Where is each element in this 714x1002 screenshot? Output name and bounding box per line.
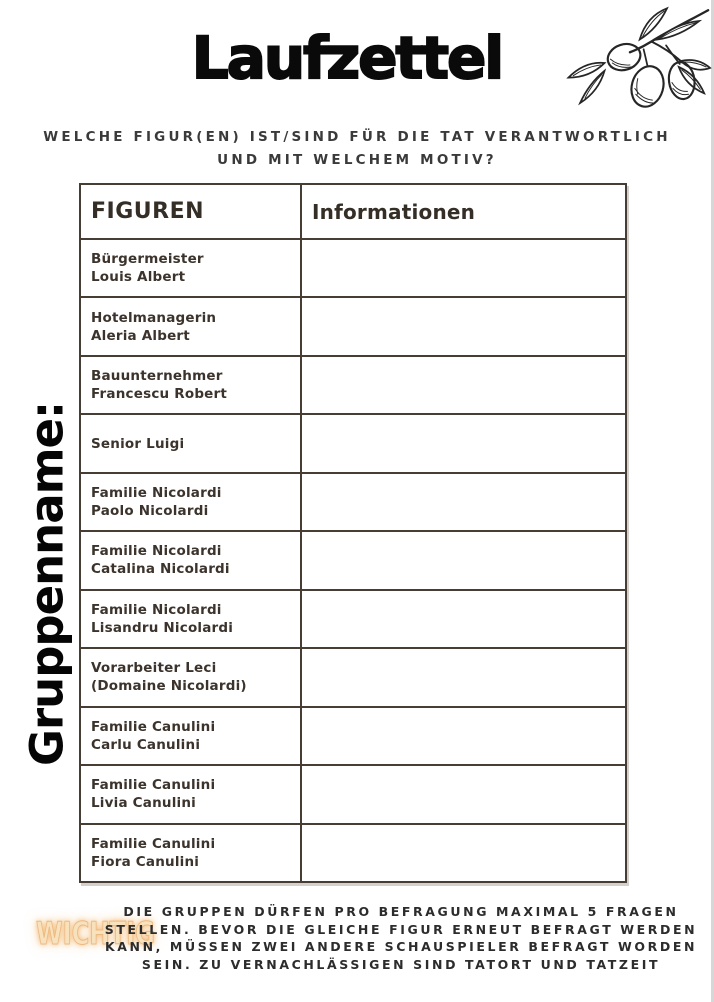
information-cell — [301, 414, 626, 472]
figure-name-line1: Bauunternehmer — [91, 368, 223, 385]
figure-name-line1: Familie Nicolardi — [91, 601, 222, 618]
information-cell — [301, 356, 626, 414]
figure-cell — [80, 824, 301, 882]
table-row — [80, 590, 626, 648]
figure-name-line1: Senior Luigi — [91, 435, 185, 452]
figure-name-line1: Familie Canulini — [91, 777, 216, 794]
table-row — [80, 531, 626, 589]
table-row — [80, 356, 626, 414]
information-cell — [301, 297, 626, 355]
figure-cell — [80, 356, 301, 414]
information-cell — [301, 648, 626, 706]
figure-name-line2: Louis Albert — [91, 269, 186, 286]
figure-name-line2: Livia Canulini — [91, 795, 196, 812]
table-row — [80, 765, 626, 823]
information-cell — [301, 590, 626, 648]
figure-cell — [80, 473, 301, 531]
information-cell — [301, 824, 626, 882]
group-name-label: Gruppenname: — [20, 402, 74, 766]
figure-name-line2: Catalina Nicolardi — [91, 561, 230, 578]
information-cell — [301, 531, 626, 589]
figure-name-line2: Francescu Robert — [91, 386, 228, 403]
figure-cell — [80, 707, 301, 765]
figure-cell — [80, 590, 301, 648]
table-row — [80, 473, 626, 531]
figure-name-line1: Familie Nicolardi — [91, 543, 222, 560]
subtitle-line-2: UND MIT WELCHEM MOTIV? — [217, 152, 497, 168]
footer-note-line: DIE GRUPPEN DÜRFEN PRO BEFRAGUNG MAXIMAL 5 FRAGEN — [123, 904, 679, 919]
figure-name-line1: Hotelmanagerin — [91, 309, 217, 326]
figure-name-line2: Carlu Canulini — [91, 736, 201, 753]
footer-note-line: KANN, MÜSSEN ZWEI ANDERE SCHAUSPIELER BEFRAGT WORDEN — [104, 939, 698, 954]
figure-cell — [80, 297, 301, 355]
page-title: Laufzettel — [191, 24, 503, 92]
figure-cell — [80, 414, 301, 472]
figure-cell — [80, 239, 301, 297]
figures-table — [79, 183, 627, 883]
figure-name-line2: Lisandru Nicolardi — [91, 619, 234, 636]
subtitle-line-1: WELCHE FIGUR(EN) IST/SIND FÜR DIE TAT VERANTWORTLICH — [43, 129, 671, 145]
information-cell — [301, 707, 626, 765]
figure-name-line2: Fiora Canulini — [91, 853, 200, 870]
figure-name-line1: Familie Canulini — [91, 835, 216, 852]
figure-cell — [80, 531, 301, 589]
figure-name-line2: Aleria Albert — [91, 327, 190, 344]
table-row — [80, 297, 626, 355]
figure-name-line1: Familie Canulini — [91, 718, 216, 735]
column-header-figuren: FIGUREN — [80, 184, 301, 239]
figure-name-line1: Vorarbeiter Leci — [91, 660, 217, 677]
figure-cell — [80, 648, 301, 706]
wichtig-badge: WICHTIG — [36, 916, 155, 952]
table-row — [80, 239, 626, 297]
table-row — [80, 824, 626, 882]
column-header-informationen: Informationen — [301, 184, 626, 239]
footer-note-line: SEIN. ZU VERNACHLÄSSIGEN SIND TATORT UND TATZEIT — [141, 956, 661, 972]
information-cell — [301, 765, 626, 823]
figure-name-line1: Familie Nicolardi — [91, 485, 222, 502]
footer-note — [95, 903, 707, 973]
table-header-row — [80, 184, 626, 239]
table-row — [80, 707, 626, 765]
table-row — [80, 414, 626, 472]
information-cell — [301, 473, 626, 531]
figure-name-line2: Paolo Nicolardi — [91, 503, 209, 520]
table-row — [80, 648, 626, 706]
subtitle — [37, 126, 677, 172]
footer-note-line: STELLEN. BEVOR DIE GLEICHE FIGUR ERNEUT BEFRAGT WERDEN — [104, 921, 698, 937]
figure-name-line2: (Domaine Nicolardi) — [91, 678, 247, 695]
figure-name-line1: Bürgermeister — [91, 251, 204, 268]
information-cell — [301, 239, 626, 297]
figure-cell — [80, 765, 301, 823]
olive-branch-icon — [542, 6, 712, 119]
